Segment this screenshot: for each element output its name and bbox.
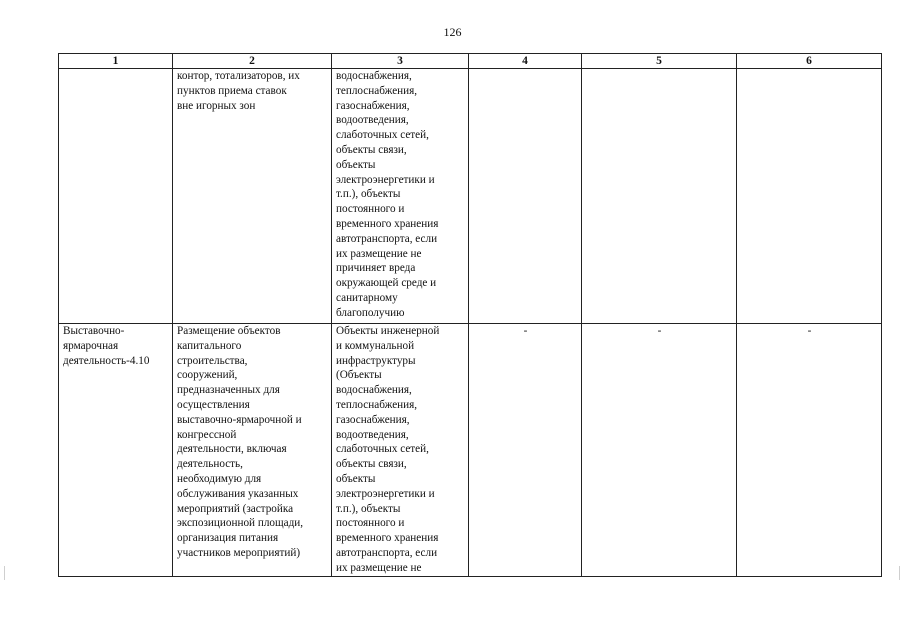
column-header-6: 6: [737, 54, 882, 69]
table-cell-col5: [582, 69, 737, 324]
column-header-2: 2: [173, 54, 332, 69]
column-header-4: 4: [469, 54, 582, 69]
cell-text: водоснабжения, теплоснабжения, газоснабжения, водоотведения, слаботочных сетей, объекты связи, объекты электроэнергетики и т.п.), объекты постоянного и временного хранения автотранспорта, если их размещение не причиняет вреда окружающей среде и санитарному благополучию: [336, 70, 439, 319]
cell-text: -: [657, 325, 662, 337]
column-header-5: 5: [582, 54, 737, 69]
table-cell-use-type: [59, 69, 173, 324]
table-cell-col4: [469, 69, 582, 324]
table-cell-description: [173, 324, 332, 577]
table-cell-col5: [582, 324, 737, 577]
table-row: [59, 324, 882, 577]
cell-text: контор, тотализаторов, их пунктов приема ставок вне игорных зон: [177, 70, 300, 112]
table-cell-auxiliary-uses: [332, 69, 469, 324]
table-row: [59, 69, 882, 324]
cell-text: -: [523, 325, 528, 337]
cell-text: -: [807, 325, 812, 337]
cell-text: Выставочно- ярмарочная деятельность-4.10: [63, 325, 150, 367]
table-cell-use-type: [59, 324, 173, 577]
column-header-1: 1: [59, 54, 173, 69]
scan-edge-mark-left: [4, 566, 5, 580]
table-cell-col4: [469, 324, 582, 577]
cell-text: Объекты инженерной и коммунальной инфраструктуры (Объекты водоснабжения, теплоснабжения, газоснабжения, водоотведения, слаботочных сетей, объекты связи, объекты электроэнергетики и т.п.), объекты постоянного и временного хранения автотранспорта, если их размещение не: [336, 325, 440, 574]
table-header-row: [59, 54, 882, 69]
scan-edge-mark-right: [899, 566, 900, 580]
table-cell-description: [173, 69, 332, 324]
table-cell-col6: [737, 324, 882, 577]
table-cell-col6: [737, 69, 882, 324]
page-number: 126: [443, 25, 462, 39]
table-cell-auxiliary-uses: [332, 324, 469, 577]
permitted-use-table: [58, 53, 882, 577]
cell-text: Размещение объектов капитального строительства, сооружений, предназначенных для осуществления выставочно-ярмарочной и конгрессной деятельности, включая деятельность, необходимую для обслуживания указанных мероприятий (застройка экспозиционной площади, организация питания участников мероприятий): [177, 325, 304, 559]
column-header-3: 3: [332, 54, 469, 69]
